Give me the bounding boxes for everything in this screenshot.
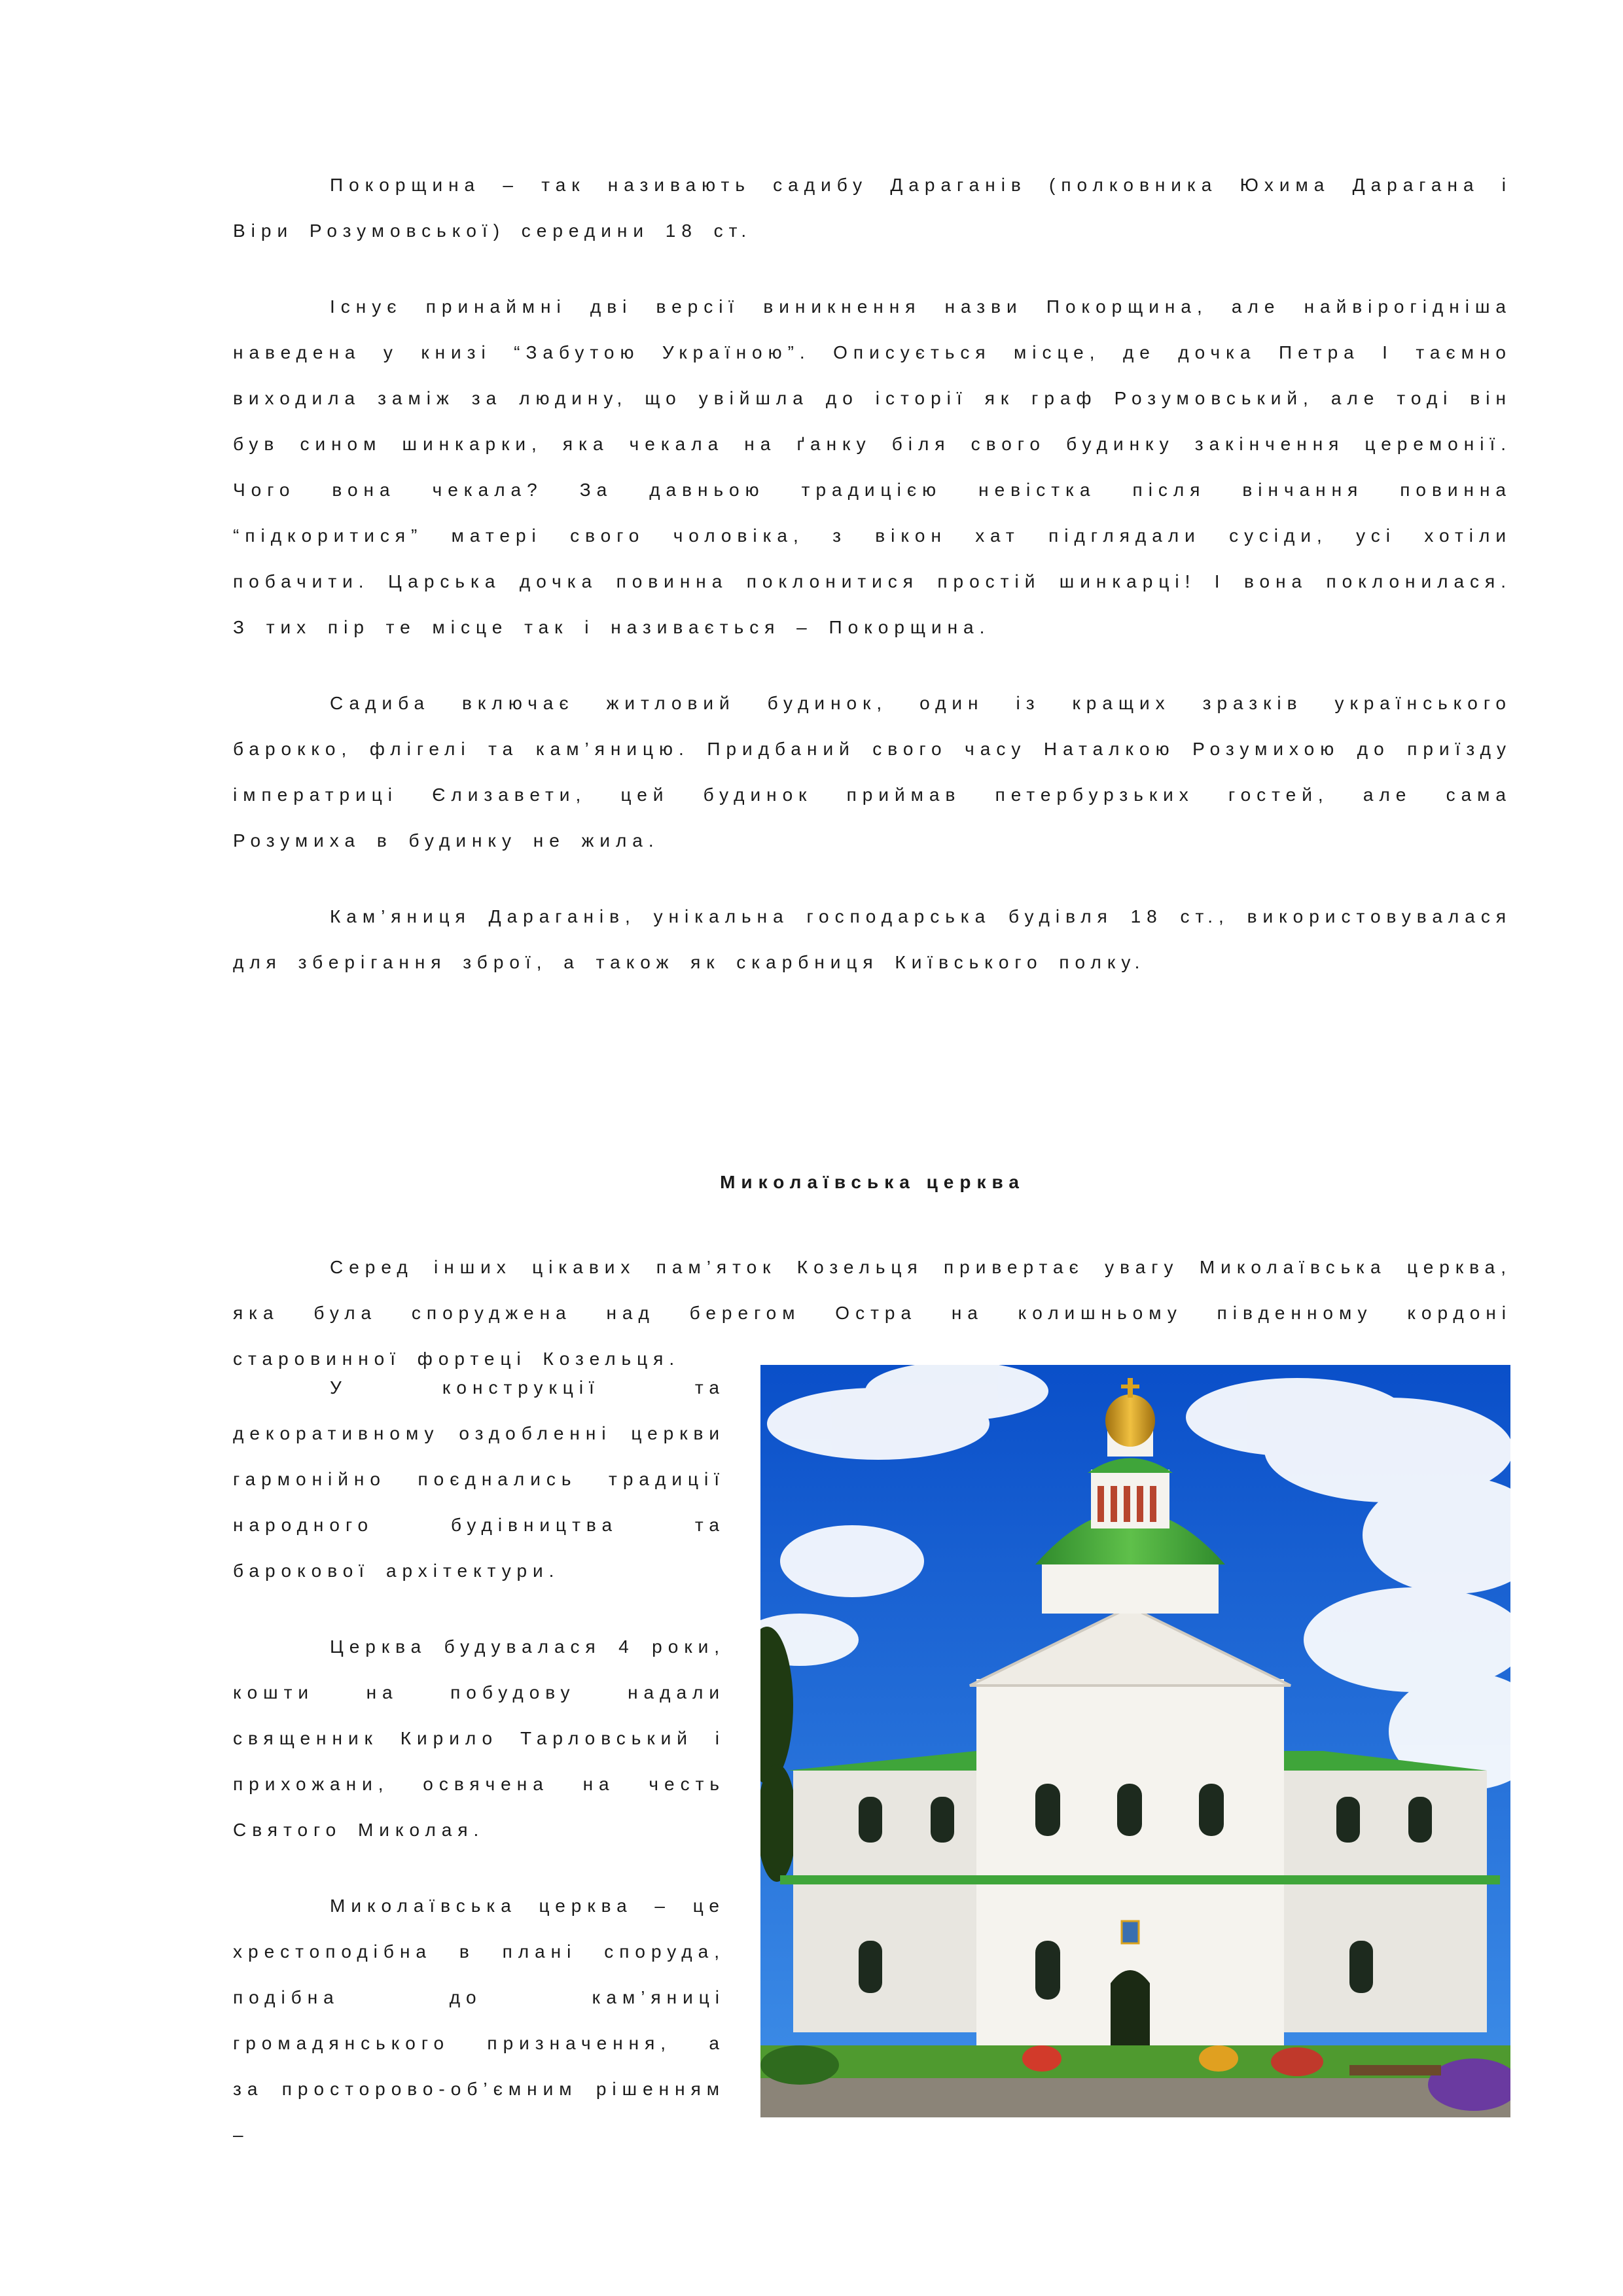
paragraph-1: Покорщина – так називають садибу Дараганів (полковника Юхима Дарагана і Віри Розумовської) середини 18 ст.	[233, 175, 1512, 241]
cornice	[780, 1875, 1500, 1884]
paragraph-2: Існує принаймні дві версії виникнення назви Покорщина, але найвірогідніша наведена у книзі “Забутою Україною”. Описується місце, де дочка Петра І таємно виходила заміж за людину, що увійшла до історії як граф Розумовський, але тоді він був сином шинкарки, яка чекала на ґанку біля свого будинку закінчення церемонії. Чого вона чекала? За давньою традицією невістка після вінчання повинна “підкоритися” матері свого чоловіка, з вікон хат підглядали сусіди, усі хотіли побачити. Царська дочка повинна поклонитися простій шинкарці! І вона поклонилася. З тих пір те місце так і називається – Покорщина.	[233, 296, 1512, 637]
golden-cupola	[1105, 1394, 1155, 1447]
bench	[1349, 2065, 1441, 2075]
church-door	[1111, 1970, 1150, 2045]
church-intro-paragraph: Серед інших цікавих пам’яток Козельця привертає увагу Миколаївська церква, яка була споруджена над берегом Остра на колишньому південному кордоні старовинної фортеці Козельця.	[233, 1257, 1512, 1369]
church-photo	[760, 1365, 1510, 2117]
icon-plaque	[1122, 1921, 1139, 1943]
section-pokorshchyna	[233, 162, 1512, 985]
section-heading: Миколаївська церква	[720, 1172, 1025, 1192]
path	[760, 2078, 1510, 2117]
document-page	[233, 162, 1512, 1016]
drum	[1042, 1561, 1219, 1614]
church-illustration	[760, 1365, 1510, 2117]
column-paragraph-1: У конструкції та декоративному оздобленні церкви гармонійно поєднались традиції народного будівництва та барокової архітектури.	[233, 1377, 725, 1581]
paragraph-4: Кам’яниця Дараганів, унікальна господарська будівля 18 ст., використовувалася для зберігання зброї, а також як скарбниця Київського полку.	[233, 906, 1512, 972]
column-paragraph-3: Миколаївська церква – це хрестоподібна в плані споруда, подібна до кам’яниці громадянського призначення, а за просторово-об’ємним рішенням –	[233, 1896, 725, 2145]
paragraph-3: Садиба включає житловий будинок, один із кращих зразків українського барокко, флігелі та кам’яницю. Придбаний свого часу Наталкою Розумихою до приїзду імператриці Єлизавети, цей будинок приймав петербурзьких гостей, але сама Розумиха в будинку не жила.	[233, 693, 1512, 851]
text-column	[233, 1365, 725, 2188]
column-paragraph-2: Церква будувалася 4 роки, кошти на побудову надали священник Кирило Тарловський і прихожани, освячена на честь Святого Миколая.	[233, 1636, 725, 1840]
